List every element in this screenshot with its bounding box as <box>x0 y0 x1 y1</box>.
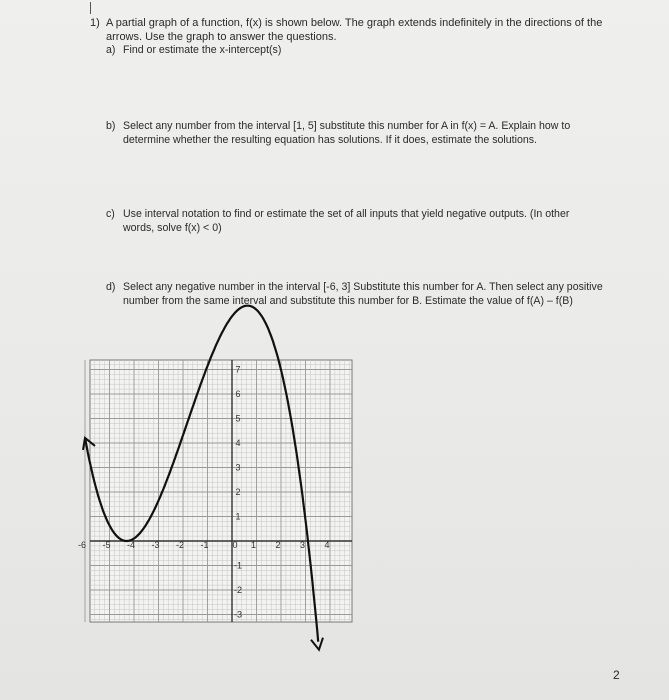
y-tick-label: -2 <box>233 585 243 595</box>
part-b-line2: determine whether the resulting equation has solutions. If it does, estimate the solutions. <box>123 133 537 146</box>
question-intro-line2: arrows. Use the graph to answer the questions. <box>106 31 337 43</box>
y-tick-label: -1 <box>233 560 243 571</box>
part-c-label: c) <box>106 208 115 220</box>
x-tick-label: 3 <box>299 540 306 550</box>
x-tick-label: 4 <box>324 540 330 550</box>
part-d-line2: number from the same interval and substitute this number for B. Estimate the value of f(A) – f(B) <box>123 294 573 307</box>
part-c-line2: words, solve f(x) < 0) <box>123 221 222 234</box>
part-b-label: b) <box>106 120 116 132</box>
x-tick-label: -5 <box>102 540 111 550</box>
x-tick-label: -3 <box>151 540 160 550</box>
x-tick-label: -4 <box>126 540 136 550</box>
part-a-label: a) <box>106 44 116 56</box>
y-tick-label: 4 <box>235 438 241 448</box>
question-number: 1) <box>90 17 100 29</box>
part-b-line1: Select any number from the interval [1, 5] substitute this number for A in f(x) = A. Explain how to <box>123 120 571 132</box>
y-tick-label: 3 <box>235 462 241 473</box>
y-tick-label: 5 <box>235 413 241 424</box>
y-tick-label: -3 <box>233 609 243 620</box>
y-tick-label: 7 <box>235 364 241 375</box>
question-intro-line1: A partial graph of a function, f(x) is shown below. The graph extends indefinitely in the directions of the <box>106 17 603 29</box>
x-tick-label: 2 <box>275 540 281 550</box>
part-d-label: d) <box>106 281 116 293</box>
x-tick-label: -1 <box>200 540 209 550</box>
page-number: 2 <box>613 668 620 682</box>
x-tick-label: 0 <box>232 540 238 550</box>
y-tick-label: 2 <box>235 487 241 497</box>
part-c-line1: Use interval notation to find or estimate the set of all inputs that yield negative outputs. (In other <box>123 208 570 220</box>
x-tick-label: -6 <box>77 540 87 550</box>
x-tick-label: 1 <box>250 540 257 550</box>
part-d-line1: Select any negative number in the interval [-6, 3] Substitute this number for A. Then select any positive <box>123 281 603 293</box>
y-tick-label: 6 <box>235 389 241 399</box>
y-tick-label: 1 <box>235 511 241 522</box>
x-tick-label: -2 <box>175 540 185 550</box>
part-a-text: Find or estimate the x-intercept(s) <box>123 44 282 56</box>
